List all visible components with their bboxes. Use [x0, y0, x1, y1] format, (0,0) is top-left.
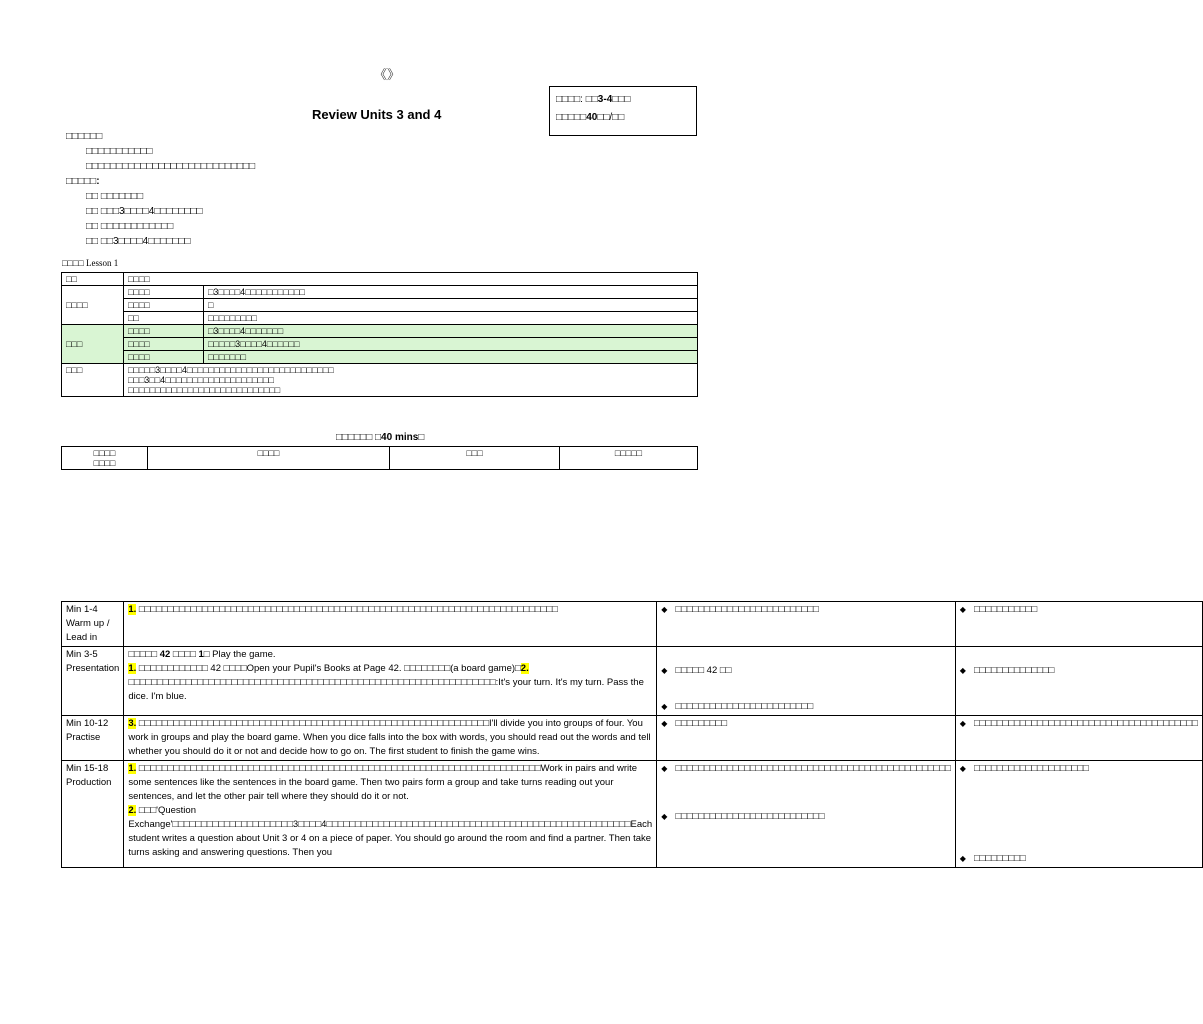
objective-item: □□□□□□□□□□□□□□□□□□□□□□□□□□□□ [86, 161, 256, 172]
table-cell: □□ [62, 273, 124, 286]
step-stage: Practise [66, 732, 101, 743]
diamond-bullet-icon: ◆ [661, 605, 668, 614]
aim-cell [955, 761, 1202, 868]
info-line-1: □□□□: □□3-4□□□ [556, 94, 631, 105]
student-activity-cell [657, 761, 956, 868]
table-row [62, 312, 698, 325]
student-activity-cell [657, 602, 956, 647]
cell-line: □□□3□□4□□□□□□□□□□□□□□□□□□□□ [128, 375, 274, 385]
table-cell: □□□□ [124, 338, 204, 351]
table-row [62, 716, 1203, 761]
diamond-bullet-icon: ◆ [661, 764, 668, 773]
table-row [62, 761, 1203, 868]
step-stage-cell [62, 761, 124, 868]
diamond-bullet-icon: ◆ [959, 605, 966, 614]
diamond-bullet-icon: ◆ [661, 702, 668, 711]
table-row [62, 364, 698, 397]
table-cell: □□□□□3□□□□4□□□□□□ [204, 338, 698, 351]
step-paragraph: 2. □□□'Question Exchange'□□□□□□□□□□□□□□□□□□□□□3□□□□4□□□□□□□□□□□□□□□□□□□□□□□□□□□□□□□□□□□□□□□□□□□□□□□□□□□□□Each student writes a question about Unit 3 or 4 on a piece of paper. You should go around the room and find a partner. Then take turns asking and answering questions. Then you [128, 805, 653, 858]
objective-item: □□□□□□□□□□□ [86, 146, 153, 157]
aim-cell [955, 716, 1202, 761]
step-content-cell [124, 602, 657, 647]
table-row [62, 338, 698, 351]
step-paragraph: 1. □□□□□□□□□□□□□□□□□□□□□□□□□□□□□□□□□□□□□□□□□□□□□□□□□□□□□□□□□□□□□□□□□□□□□□Work in pairs and write some sentences like the sentences in the board game. Then two pairs form a group and take turns reading out your sentences, and let the other pair tell where they should do it or not. [128, 763, 638, 802]
bullet-item: ◆ □□□□□□□□□□□□□□□□□□□□□□□□ [661, 701, 814, 712]
table-row [62, 299, 698, 312]
table-cell: □□□□□□□□□ [204, 312, 698, 325]
bullet-item: ◆ □□□□□□□□□□□ [959, 604, 1038, 615]
step-stage: Production [66, 777, 112, 788]
table-cell: □3□□□□4□□□□□□□ [204, 325, 698, 338]
table-cell [124, 364, 698, 397]
top-mark: 《》 [374, 67, 401, 82]
table-cell: □□□□ [124, 299, 204, 312]
step-stage-cell [62, 716, 124, 761]
diamond-bullet-icon: ◆ [959, 854, 966, 863]
step-content-cell [124, 716, 657, 761]
table-cell: □3□□□□4□□□□□□□□□□□ [204, 286, 698, 299]
bullet-item: ◆ □□□□□□□□□□□□□□ [959, 665, 1055, 676]
step-content-cell [124, 647, 657, 716]
objectives [66, 129, 255, 249]
diamond-bullet-icon: ◆ [661, 719, 668, 728]
table-row [62, 273, 698, 286]
objectives-heading-1: □□□□□□ [66, 131, 103, 142]
table-row [62, 602, 1203, 647]
table-cell: □□□□ [124, 325, 204, 338]
table-cell: □□□□ [62, 286, 124, 325]
step-stage: Presentation [66, 663, 120, 674]
table-row [62, 286, 698, 299]
table-cell: □□□ [62, 364, 124, 397]
step-paragraph: □□□□□ 42 □□□□ 1□ Play the game. [128, 649, 276, 660]
info-box [549, 86, 697, 136]
objective-item: □□ □□3□□□□4□□□□□□□ [86, 236, 191, 247]
bullet-item: ◆ □□□□□□□□□□□□□□□□□□□□□□□□□ [661, 604, 819, 615]
table-cell: □□□□ [124, 351, 204, 364]
column-header: □□□□□ [560, 447, 698, 470]
diamond-bullet-icon: ◆ [959, 666, 966, 675]
objectives-heading-2: □□□□□: [66, 176, 100, 187]
cell-line: □□□□□3□□□□4□□□□□□□□□□□□□□□□□□□□□□□□□□□ [128, 365, 334, 375]
table-header-row [62, 447, 698, 470]
step-paragraph: 3. □□□□□□□□□□□□□□□□□□□□□□□□□□□□□□□□□□□□□□□□□□□□□□□□□□□□□□□□□□□□□I'll divide you into groups of four. You work in groups and play the board game. When you dice falls into the box with words, you should read out the words and tell whether you should do it or not and decide how to go on. The first student to finish the game wins. [128, 718, 651, 757]
diamond-bullet-icon: ◆ [661, 812, 668, 821]
student-activity-cell [657, 716, 956, 761]
student-activity-cell [657, 647, 956, 716]
step-paragraph: 1. □□□□□□□□□□□□ 42 □□□□Open your Pupil's Books at Page 42. □□□□□□□□(a board game)□2. □□□□□□□□□□□□□□□□□□□□□□□□□□□□□□□□□□□□□□□□□□□□□□□□□□□□□□□□□□□□□□□□:It's your turn. It's my turn. Pass the dice. I'm blue. [128, 663, 644, 702]
objective-item: □□ □□□□□□□ [86, 191, 144, 202]
column-header: □□□ [390, 447, 560, 470]
column-header: □□□□ [148, 447, 390, 470]
objective-item: □□ □□□□□□□□□□□□ [86, 221, 174, 232]
table-row [62, 325, 698, 338]
step-paragraph: 1. □□□□□□□□□□□□□□□□□□□□□□□□□□□□□□□□□□□□□□□□□□□□□□□□□□□□□□□□□□□□□□□□□□□□□□□□□ [128, 604, 558, 615]
process-header-table [61, 446, 698, 470]
lesson-label: □□□□ Lesson 1 [62, 258, 119, 268]
table-cell: □□□ [62, 325, 124, 364]
table-cell: □□ [124, 312, 204, 325]
step-time: Min 15-18 [66, 763, 109, 774]
diamond-bullet-icon: ◆ [661, 666, 668, 675]
page-title: Review Units 3 and 4 [312, 107, 442, 122]
step-stage-cell [62, 602, 124, 647]
step-time: Min 3-5 [66, 649, 98, 660]
aim-cell [955, 647, 1202, 716]
bullet-item: ◆ □□□□□□□□□□□□□□□□□□□□□□□□□□ [661, 811, 825, 822]
bullet-item: ◆ □□□□□□□□□□□□□□□□□□□□□□□□□□□□□□□□□□□□□□□□□□□□□□□□ [661, 763, 951, 774]
table-row [62, 351, 698, 364]
table-row [62, 647, 1203, 716]
diamond-bullet-icon: ◆ [959, 719, 966, 728]
bullet-item: ◆ □□□□□□□□□□□□□□□□□□□□ [959, 763, 1089, 774]
process-title: □□□□□□ □40 mins□ [336, 432, 425, 443]
table-cell: □□□□□□□ [204, 351, 698, 364]
bullet-item: ◆ □□□□□ 42 □□ [661, 665, 732, 676]
step-content-cell [124, 761, 657, 868]
diamond-bullet-icon: ◆ [959, 764, 966, 773]
info-line-2: □□□□□40□□/□□ [556, 112, 625, 123]
step-time: Min 10-12 [66, 718, 109, 729]
step-stage: Warm up / Lead in [66, 618, 110, 643]
lesson-info-table [61, 272, 698, 397]
objective-item: □□ □□□3□□□□4□□□□□□□□ [86, 206, 203, 217]
cell-line: □□□□□□□□□□□□□□□□□□□□□□□□□□□□ [128, 385, 281, 395]
bullet-item: ◆ □□□□□□□□□ [959, 853, 1026, 864]
aim-cell [955, 602, 1202, 647]
bullet-item: ◆ □□□□□□□□□ [661, 718, 727, 729]
table-cell: □□□□ [124, 273, 698, 286]
column-header: □□□□ □□□□ [62, 447, 148, 470]
bullet-item: ◆ □□□□□□□□□□□□□□□□□□□□□□□□□□□□□□□□□□□□□□□ [959, 718, 1198, 729]
step-time: Min 1-4 [66, 604, 98, 615]
steps-table [61, 601, 1203, 868]
table-cell: □□□□ [124, 286, 204, 299]
step-stage-cell [62, 647, 124, 716]
table-cell: □ [204, 299, 698, 312]
